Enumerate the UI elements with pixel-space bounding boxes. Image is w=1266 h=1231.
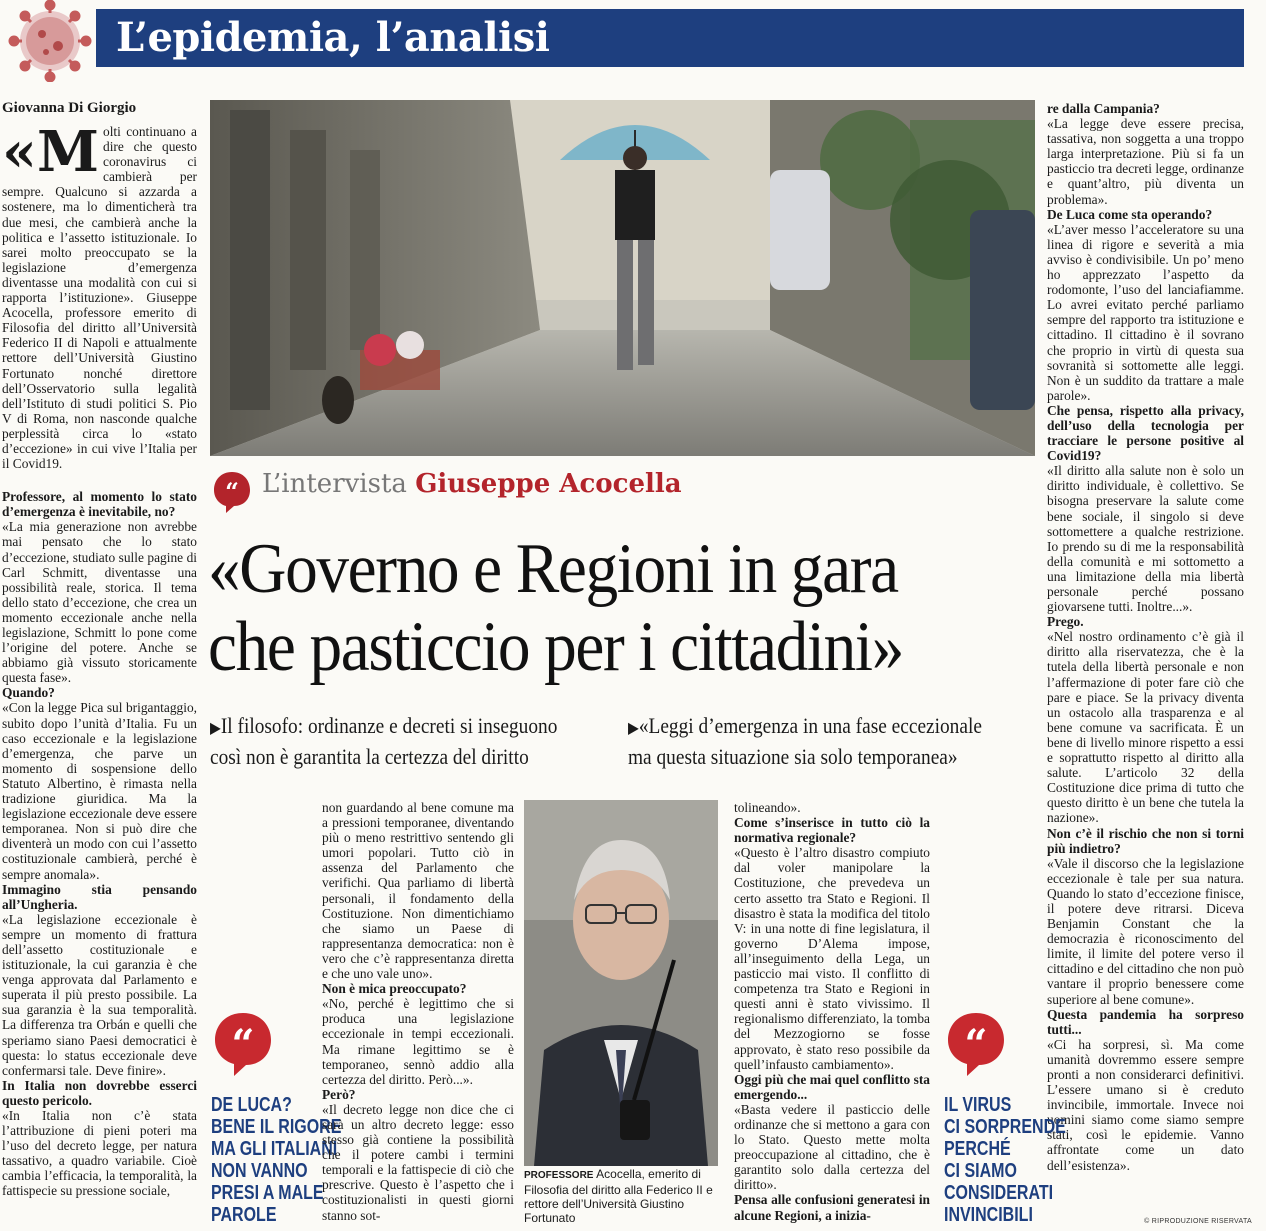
- coronavirus-icon: [2, 0, 98, 82]
- author-byline: Giovanna Di Giorgio: [2, 100, 137, 116]
- svg-text:“: “: [225, 477, 239, 506]
- interview-question: Pensa alle confusioni generatesi in alcune Regioni, a inizia-: [734, 1192, 930, 1223]
- quote-bubble-icon: [212, 470, 252, 514]
- pull-quote-right: IL VIRUS CI SORPRENDE PERCHÉ CI SIAMO CONSIDERATI INVINCIBILI: [944, 1094, 1066, 1226]
- drop-cap: «M: [2, 119, 99, 185]
- section-title: L’epidemia, l’analisi: [116, 14, 550, 61]
- interview-question: De Luca come sta operando?: [1047, 206, 1213, 222]
- interview-question: Quando?: [2, 685, 55, 701]
- deck-left: ▶Il filosofo: ordinanze e decreti si inseguono così non è garantita la certezza del diritto: [210, 713, 558, 769]
- triangle-arrow-icon: ▶: [210, 720, 221, 737]
- svg-text:“: “: [231, 1021, 255, 1068]
- copyright-notice: © RIPRODUZIONE RISERVATA: [1144, 1218, 1252, 1225]
- interview-question: re dalla Campania?: [1047, 101, 1160, 116]
- street-photo: [210, 100, 1035, 456]
- interview-question: Oggi più che mai quel conflitto sta emergendo...: [734, 1071, 930, 1102]
- interview-question: Immagino stia pensando all’Ungheria.: [2, 881, 197, 912]
- interview-question: Prego.: [1047, 614, 1084, 630]
- interview-question: Professore, al momento lo stato d’emergenza è inevitabile, no?: [2, 489, 197, 520]
- interview-question: Però?: [322, 1086, 356, 1102]
- deck-right: ▶«Leggi d’emergenza in una fase eccezionale ma questa situazione sia solo temporanea»: [628, 713, 982, 769]
- interview-kicker: L’intervista Giuseppe Acocella: [262, 469, 682, 499]
- portrait-photo: [524, 800, 718, 1166]
- quote-bubble-icon: [945, 1010, 1007, 1078]
- triangle-arrow-icon: ▶: [628, 720, 639, 737]
- column-2: non guardando al bene comune ma a pressioni temporanee, diventando più o meno restrittivo sentendo gli umori popolari. Tutto ciò in assenza del Parlamento che verifichi. Qua parliamo di libertà personali, il fondamento della Costituzione. Non dimentichiamo che siamo un Paese di rappresentanza democratica: non è vero che c’è rappresentanza diretta e che uno vale uno». Non è mica preoccupato? «No, perché è legittimo che si produca una legislazione eccezionale in tempi eccezionali. Ma rimane legittimo se è temporaneo, sennò addio alla certezza del diritto. Però...». Però? «Il decreto legge non dice che ci sarà un altro decreto legge: esso stesso già contiene la possibilità che il potere cambi i termini temporali e la fattispecie di ciò che prescrive. Questo è l’aspetto che i costituzionalisti in questi giorni stanno sot-: [322, 800, 514, 1223]
- section-banner: [0, 0, 1266, 72]
- interview-question: Questa pandemia ha sorpreso tutti...: [1047, 1006, 1244, 1037]
- column-4: re dalla Campania? «La legge deve essere precisa, tassativa, non soggetta a una troppo larga interpretazione. Più si fa un pasticcio tra decreti legge, ordinanze e quant’altro, più diventa un problema». De Luca come sta operando? «L’aver messo l’acceleratore su una linea di rigore e severità a mia avviso è condivisibile. Un po’ meno ho apprezzato l’aspetto da rodomonte, l’uso del lanciafiamme. Lo avrei evitato perché parliamo sempre del rapporto tra istituzione e cittadino. Il cittadino è il sovrano che proprio in virtù di questa sua sovranità si sottomette alle leggi. Non è un suddito da trattare a male parole». Che pensa, rispetto alla privacy, dell’uso della tecnologia per tracciare le persone positive al Covid19? «Il diritto alla salute non è solo un diritto individuale, è collettivo. Se bisogna preservare la salute come bene sociale, il singolo si deve sottomettere a qualche restrizione. Io prendo su di me la responsabilità della comunità e mi sottometto a una limitazione della mia libertà personale perché possano giovarsene tutti. Inoltre...». Prego. «Nel nostro ordinamento c’è già il diritto alla riservatezza, che è la tutela della libertà personale e non l’affermazione di poter fare ciò che pare e piace. Se la privacy diventa un ostacolo alla trasparenza e al bene comune va sacrificata. È un bene di livello minore rispetto a essi e soprattutto rispetto al diritto alla salute. L’articolo 32 della Costituzione dice prima di tutto che questo diritto è un bene che tutela la nazione». Non c’è il rischio che non si torni più indietro? «Vale il discorso che la legislazione eccezionale è tale per sua natura. Quando lo stato d’eccezione finisce, il potere deve ritrarsi. Diceva Benjamin Constant che la democrazia è riconoscimento del limite, il limite del potere verso il cittadino e del cittadino che non può vantare il proprio benessere come superiore al bene comune». Questa pandemia ha sorpreso tutti... «Ci ha sorpresi, sì. Ma come umanità dovremmo essere sempre pronti a non considerarci definitivi. L’essere umano si è creduto invincibile, immortale. Invece noi uomini siamo come siamo sempre stati, così le epidemie. Vanno affrontate come un dato dell’esistenza».: [1047, 101, 1244, 1173]
- interview-question: Non è mica preoccupato?: [322, 981, 467, 997]
- svg-text:“: “: [964, 1021, 988, 1068]
- column-1: «Molti continuano a dire che questo coronavirus ci cambierà per sempre. Qualcuno si azzarda a sostenere, ma lo dimenticherà tra due mesi, che cambierà anche la politica e l’assetto istituzionale. Io sarei molto preoccupato se la legislazione d’emergenza diventasse una modalità con cui si rapporta l’istituzione». Giuseppe Acocella, professore emerito di Filosofia del diritto all’Università Federico II di Napoli e attualmente rettore dell’Università Giustino Fortunato nonché direttore dell’Osservatorio sulla legalità dell’Istituto di studi politici S. Pio V di Roma, non nasconde qualche perplessità circa lo «stato d’eccezione» in cui vive l’Italia per il Covid19. Professore, al momento lo stato d’emergenza è inevitabile, no? «La mia generazione non avrebbe mai pensato che lo stato d’eccezione, studiato sulle pagine di Carl Schmitt, diventasse una possibilità reale, storica. Il tema dello stato d’eccezione, che crea un momento eccezionale anche nella legislazione, Schmitt lo pone come l’origine del potere. Anche se abbiamo già vissuto storicamente questa fase». Quando? «Con la legge Pica sul brigantaggio, subito dopo l’unità d’Italia. Fu un caso eccezionale e la legislazione d’emergenza, che parve un momento di sospensione dello Statuto Albertino, è rimasta nella tradizione giuridica. Ma la legislazione eccezionale deve essere temporanea. Non si può dire che diventerà un modo con cui l’assetto costituzionale cambierà, perché è sempre anomala». Immagino stia pensando all’Ungheria. «La legislazione eccezionale è sempre un momento di frattura dell’assetto costituzionale e istituzionale, la cui garanzia è che venga approvata dal Parlamento e superata il più presto possibile. La sua garanzia è la sua temporalità. La differenza tra Orbán e quelli che speriamo siano Paesi democratici è questa: lo status eccezionale deve confermarsi tale. Deve finire». In Italia non dovrebbe esserci questo pericolo. «In Italia non c’è stata l’attribuzione di pieni poteri ma l’uso del decreto legge, per natura tassativo, a quadro variabile. Cioè cambia l’efficacia, la temporalità, la fattispecie su pressione sociale,: [2, 119, 197, 1199]
- column-3: tolineando». Come s’inserisce in tutto ciò la normativa regionale? «Questo è l’altro disastro compiuto dal voler manipolare la Costituzione, che prevedeva un certo assetto tra Stato e Regioni. Il disastro è stata la modifica del titolo V: in una notte di fine legislatura, il governo D’Alema impose, all’inseguimento della Lega, un pasticcio mai visto. Il conflitto di competenza tra Stato e Regioni in questi anni è stato vivissimo. Il regionalismo differenziato, la tomba del Mezzogiorno se fosse approvato, è stato reso possibile da quell’infausto cambiamento». Oggi più che mai quel conflitto sta emergendo... «Basta vedere il pasticcio delle ordinanze che si mettono a gara con lo Stato. Questo mette molta preoccupazione al cittadino, che è garantito solo dalla certezza del diritto». Pensa alle confusioni generatesi in alcune Regioni, a inizia-: [734, 800, 930, 1223]
- pull-quote-left: DE LUCA? BENE IL RIGORE MA GLI ITALIANI NON VANNO PRESI A MALE PAROLE: [211, 1094, 342, 1226]
- photo-caption: PROFESSORE Acocella, emerito di Filosofia del diritto alla Federico II e rettore dell’Università Giustino Fortunato: [524, 1167, 713, 1225]
- interview-question: Che pensa, rispetto alla privacy, dell’uso della tecnologia per tracciare le persone positive al Covid19?: [1047, 402, 1244, 464]
- quote-bubble-icon: [212, 1010, 274, 1078]
- interview-question: Non c’è il rischio che non si torni più indietro?: [1047, 825, 1244, 856]
- headline: «Governo e Regioni in gara che pasticcio per i cittadini»: [208, 530, 903, 686]
- interview-question: Come s’inserisce in tutto ciò la normativa regionale?: [734, 815, 930, 846]
- interview-question: In Italia non dovrebbe esserci questo pericolo.: [2, 1077, 197, 1108]
